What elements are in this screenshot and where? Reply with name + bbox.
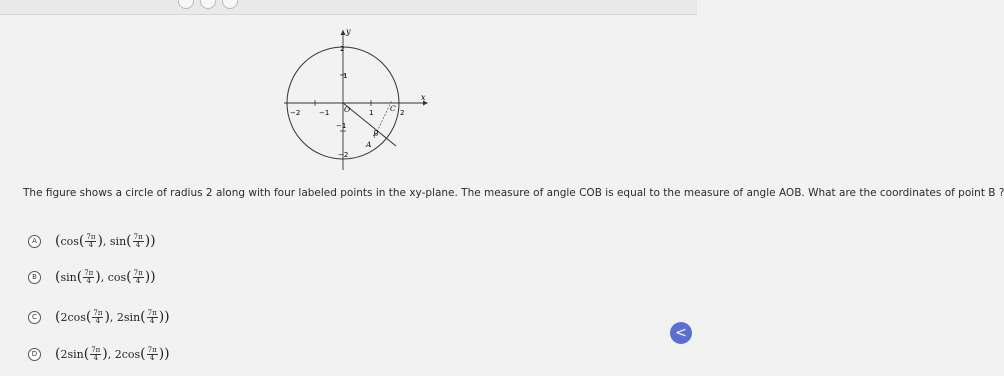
y-tick-label-2: 2: [340, 45, 345, 53]
previous-button[interactable]: <: [670, 322, 692, 344]
paren-open: (: [78, 233, 85, 249]
y-tick-label-1: 1: [343, 72, 348, 80]
x-axis-label: x: [421, 93, 426, 102]
fraction: [83, 270, 94, 285]
fraction-num: 7π: [91, 345, 101, 354]
point-b-label: B: [373, 129, 379, 138]
func-2: cos: [107, 270, 127, 284]
fraction: [147, 310, 158, 325]
func-2: cos: [121, 347, 141, 361]
fraction: [90, 347, 101, 362]
fraction: [92, 310, 103, 325]
point-c-label: C: [390, 104, 396, 113]
func-1: cos: [60, 234, 79, 248]
fraction: [147, 347, 158, 362]
choice-expression: [55, 270, 156, 285]
paren-open: (: [55, 346, 61, 362]
paren-open: (: [55, 233, 61, 249]
choice-expression: [55, 310, 170, 325]
fraction-num: 7π: [133, 232, 143, 241]
fraction-num: 7π: [84, 268, 94, 277]
fraction-den: 4: [149, 316, 155, 325]
fraction-den: 4: [93, 353, 98, 362]
paren-open: (: [76, 269, 83, 285]
fraction-den: 4: [95, 316, 101, 325]
fraction: [85, 234, 96, 249]
point-a-label: A: [366, 140, 372, 149]
choice-expression: [55, 234, 156, 249]
choice-c[interactable]: [28, 307, 170, 327]
fraction: [133, 270, 144, 285]
choice-a[interactable]: [28, 231, 156, 251]
choice-letter: D: [28, 348, 41, 361]
paren-close: ): [95, 269, 101, 285]
paren-close: ): [102, 346, 108, 362]
choice-expression: [55, 347, 170, 362]
unit-circle-figure: [278, 20, 428, 170]
fraction: [133, 234, 144, 249]
y-tick-label-neg2: −2: [338, 151, 349, 159]
origin-label: O: [344, 105, 351, 114]
coefficient: 2: [60, 310, 68, 324]
fraction-num: 7π: [93, 308, 103, 317]
paren-open: (: [126, 269, 132, 285]
choice-letter: B: [28, 271, 41, 284]
y-axis-arrow: [341, 30, 346, 35]
x-tick-label-neg2: −2: [290, 109, 301, 117]
fraction-num: 7π: [147, 308, 157, 317]
paren-close: ): [150, 269, 156, 285]
fraction-den: 4: [149, 353, 155, 362]
x-tick-label-2: 2: [400, 109, 405, 117]
paren-open: (: [55, 269, 61, 285]
fraction-den: 4: [135, 240, 141, 249]
x-tick-label-1: 1: [369, 109, 374, 117]
fraction-den: 4: [88, 240, 94, 249]
paren-open: (: [140, 346, 146, 362]
func-1: cos: [67, 310, 86, 324]
coefficient: 2: [114, 347, 122, 361]
func-1: sin: [60, 270, 77, 284]
paren-close: ): [144, 269, 151, 285]
toolbar-circle-button[interactable]: [178, 0, 194, 9]
paren-close: ): [104, 309, 110, 325]
func-1: sin: [67, 347, 84, 361]
paren-close: ): [150, 233, 156, 249]
fraction-den: 4: [135, 276, 141, 285]
fraction-num: 7π: [86, 232, 96, 241]
top-toolbar: [0, 0, 697, 15]
coefficient: 2: [116, 310, 124, 324]
comma: ,: [100, 270, 108, 284]
paren-close: ): [164, 309, 170, 325]
fraction-num: 7π: [147, 345, 157, 354]
func-2: sin: [109, 234, 127, 248]
toolbar-circle-button[interactable]: [222, 0, 238, 9]
y-tick-label-neg1: −1: [336, 122, 347, 130]
func-2: sin: [123, 310, 141, 324]
paren-close: ): [144, 233, 151, 249]
question-text: The figure shows a circle of radius 2 along with four labeled points in the xy-plane. The measure of angle COB is equal to the measure of angle AOB. What are the coordinates of point B ?: [23, 187, 1004, 199]
comma: ,: [107, 347, 115, 361]
coefficient: 2: [60, 347, 68, 361]
paren-close: ): [158, 346, 165, 362]
paren-open: (: [55, 309, 61, 325]
toolbar-circle-button[interactable]: [200, 0, 216, 9]
fraction-num: 7π: [133, 268, 143, 277]
paren-open: (: [85, 309, 92, 325]
paren-open: (: [140, 309, 146, 325]
choice-d[interactable]: [28, 344, 170, 364]
comma: ,: [109, 310, 117, 324]
fraction-den: 4: [86, 276, 91, 285]
paren-open: (: [83, 346, 90, 362]
choice-letter: A: [28, 235, 41, 248]
paren-close: ): [97, 233, 103, 249]
paren-close: ): [158, 309, 165, 325]
y-axis-label: y: [346, 27, 351, 36]
choice-b[interactable]: [28, 267, 156, 287]
paren-open: (: [126, 233, 132, 249]
x-tick-label-neg1: −1: [319, 109, 330, 117]
paren-close: ): [164, 346, 170, 362]
comma: ,: [102, 234, 110, 248]
choice-letter: C: [28, 311, 41, 324]
